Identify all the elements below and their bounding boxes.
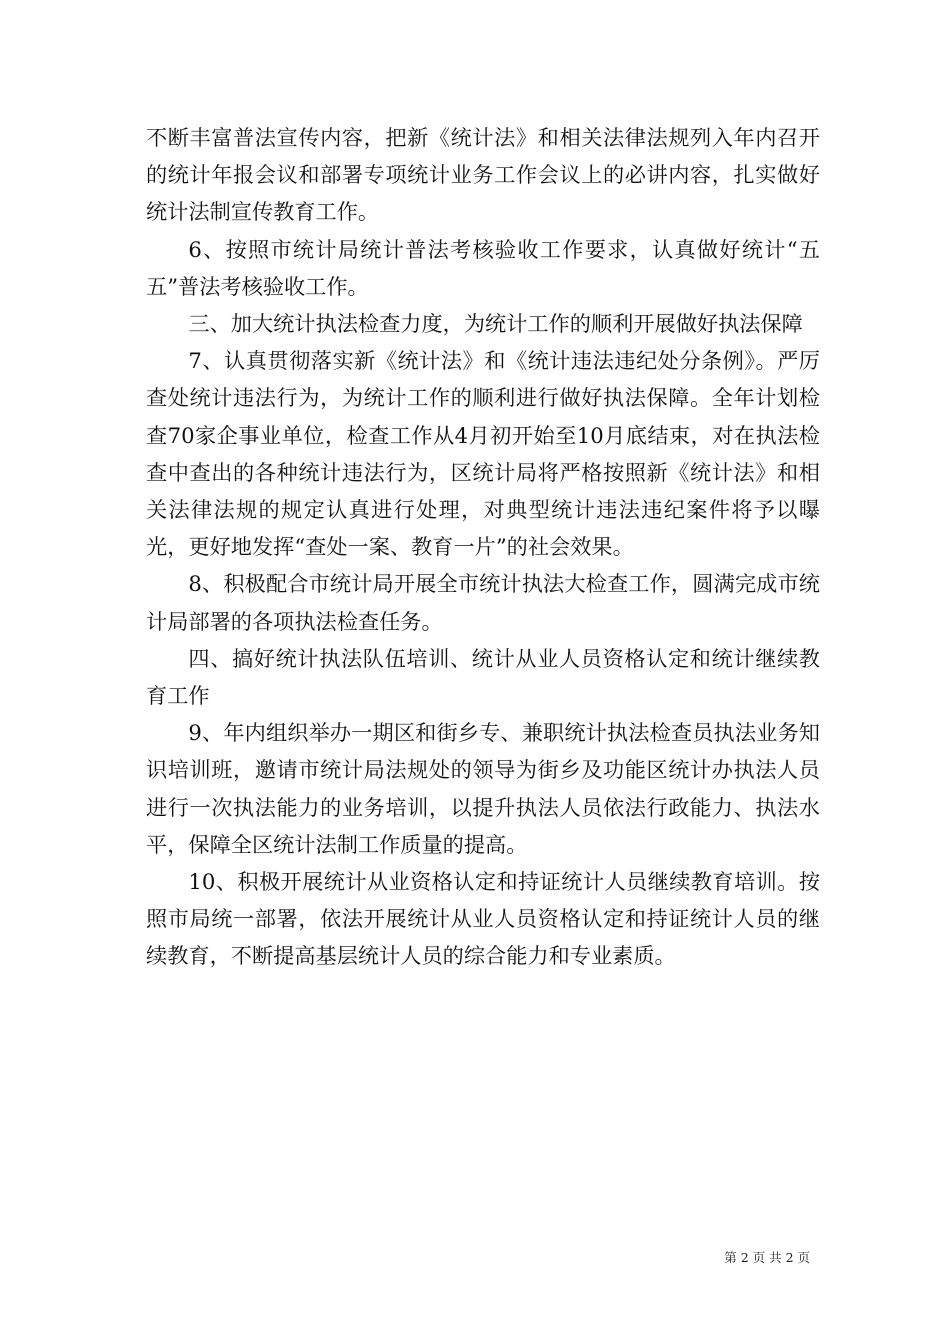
- body-text: [146, 119, 820, 975]
- paragraph-7: 9、年内组织举办一期区和街乡专、兼职统计执法检查员执法业务知识培训班，邀请市统计局法规处的领导为街乡及功能区统计办执法人员进行一次执法能力的业务培训，以提升执法人员依法行政能力、执法水平，保障全区统计法制工作质量的提高。: [146, 720, 820, 857]
- paragraph-2: 6、按照市统计局统计普法考核验收工作要求，认真做好统计“五五”普法考核验收工作。: [146, 236, 820, 299]
- paragraph-1: 不断丰富普法宣传内容，把新《统计法》和相关法律法规列入年内召开的统计年报会议和部署专项统计业务工作会议上的必讲内容，扎实做好统计法制宣传教育工作。: [146, 125, 820, 225]
- paragraph-4: 7、认真贯彻落实新《统计法》和《统计违法违纪处分条例》。严厉查处统计违法行为，为统计工作的顺利进行做好执法保障。全年计划检查70家企事业单位，检查工作从4月初开始至10月底结束，对在执法检查中查出的各种统计违法行为，区统计局将严格按照新《统计法》和相关法律法规的规定认真进行处理，对典型统计违法违纪案件将予以曝光，更好地发挥“查处一案、教育一片”的社会效果。: [146, 348, 820, 560]
- section-heading-3: 三、加大统计执法检查力度，为统计工作的顺利开展做好执法保障: [188, 311, 803, 337]
- page-number-footer: 第 2 页 共 2 页: [724, 1250, 810, 1265]
- paragraph-5: 8、积极配合市统计局开展全市统计执法大检查工作，圆满完成市统计局部署的各项执法检查任务。: [146, 571, 820, 634]
- paragraph-8: 10、积极开展统计从业资格认定和持证统计人员继续教育培训。按照市局统一部署，依法开展统计从业人员资格认定和持证统计人员的继续教育，不断提高基层统计人员的综合能力和专业素质。: [146, 869, 820, 969]
- section-heading-6: 四、搞好统计执法队伍培训、统计从业人员资格认定和统计继续教育工作: [146, 645, 820, 709]
